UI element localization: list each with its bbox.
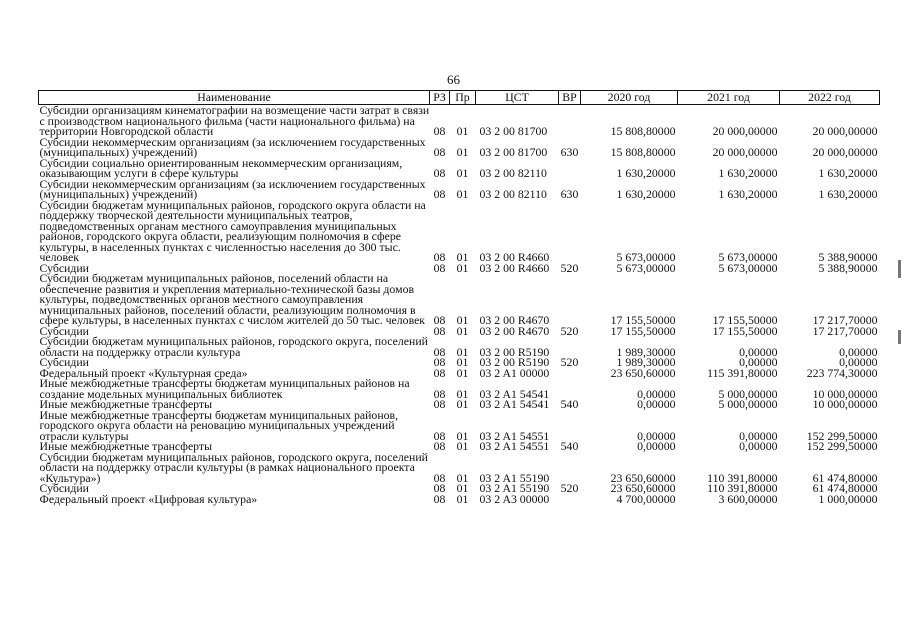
table-row <box>39 452 880 484</box>
table-row <box>39 137 880 158</box>
row-cst: 03 2 00 R4660 <box>479 260 550 275</box>
row-rz: 08 <box>433 470 446 485</box>
row-rz: 08 <box>433 323 446 338</box>
row-name: Субсидии бюджетам муниципальных районов, городского округа области на поддержку творческой деятельности муниципальных театров, подведомственных органам местного самоуправления муниципальных районов, городского округа области, реализующим полномочия в сфере культуры, в населенных пунктах с численностью населения до 300 тыс. человек <box>39 197 426 264</box>
row-2022: 17 217,70000 <box>812 323 878 338</box>
row-cst: 03 2 00 R4670 <box>479 313 550 327</box>
row-vr <box>559 410 581 442</box>
row-2020: 0,00000 <box>637 428 676 443</box>
row-rz: 08 <box>433 428 446 443</box>
row-rz: 08 <box>433 187 446 201</box>
row-rz: 08 <box>433 439 446 453</box>
row-2020: 1 989,30000 <box>616 344 676 359</box>
row-pr: 01 <box>456 145 469 159</box>
row-pr: 01 <box>456 166 469 180</box>
row-2021: 5 673,00000 <box>718 260 778 275</box>
table-row <box>39 273 880 326</box>
row-2022: 152 299,50000 <box>806 428 878 443</box>
table-row <box>39 179 880 200</box>
row-name: Субсидии бюджетам муниципальных районов, поселений области на обеспечение развития и укрепления материально-технической базы домов культуры, подведомственных органов местного самоуправления муниципальных районов, поселений области, реализующим полномочия в сфере культуры, в населенных пунктах с числом жителей до 50 тыс. человек <box>39 271 426 327</box>
row-vr <box>559 105 581 137</box>
row-pr: 01 <box>456 355 469 369</box>
row-pr: 01 <box>456 187 469 201</box>
row-cst: 03 2 A1 55190 <box>479 470 550 485</box>
row-cst: 03 2 00 R5190 <box>479 344 550 359</box>
row-pr: 01 <box>456 428 469 443</box>
row-rz: 08 <box>433 250 446 264</box>
row-cst: 03 2 A1 55190 <box>479 481 550 495</box>
row-cst: 03 2 A1 54551 <box>479 439 550 453</box>
row-name: Иные межбюджетные трансферты <box>39 439 213 453</box>
row-pr: 01 <box>456 491 469 506</box>
row-2022: 20 000,00000 <box>812 124 878 138</box>
row-vr: 520 <box>560 355 579 369</box>
row-2020: 15 808,80000 <box>610 124 676 138</box>
row-cst: 03 2 00 82110 <box>479 166 547 180</box>
table-row <box>39 410 880 442</box>
row-2022: 5 388,90000 <box>818 250 878 264</box>
row-cst: 03 2 00 R4670 <box>479 323 550 338</box>
header-name: Наименование <box>39 91 430 105</box>
table-row <box>39 105 880 137</box>
row-2020: 17 155,50000 <box>610 323 676 338</box>
row-pr: 01 <box>456 481 469 495</box>
row-vr <box>559 158 581 179</box>
row-name: Субсидии <box>39 481 89 495</box>
row-vr: 540 <box>560 397 579 411</box>
row-2020: 17 155,50000 <box>610 313 676 327</box>
row-cst: 03 2 A1 54551 <box>479 428 550 443</box>
row-2020: 0,00000 <box>637 439 676 453</box>
row-2021: 5 000,00000 <box>718 397 778 411</box>
row-2020: 5 673,00000 <box>616 250 676 264</box>
row-2021: 1 630,20000 <box>718 187 778 201</box>
row-2021: 17 155,50000 <box>712 313 778 327</box>
row-2021: 5 673,00000 <box>718 250 778 264</box>
row-name: Субсидии <box>39 260 89 275</box>
row-name: Субсидии организациям кинематографии на возмещение части затрат в связи с производством национального фильма (части национального фильма) на территории Новгородской области <box>39 103 430 138</box>
header-2021: 2021 год <box>678 91 780 105</box>
row-cst: 03 2 00 R5190 <box>479 355 550 369</box>
row-pr: 01 <box>456 365 469 380</box>
row-rz: 08 <box>433 145 446 159</box>
row-vr <box>559 452 581 484</box>
row-cst: 03 2 A1 54541 <box>479 397 550 411</box>
row-2020: 4 700,00000 <box>616 491 676 506</box>
row-rz: 08 <box>433 344 446 359</box>
budget-table <box>38 90 880 504</box>
row-vr: 540 <box>560 439 579 453</box>
row-name: Субсидии бюджетам муниципальных районов, городского округа, поселений области на поддержку отрасли культура <box>39 334 428 359</box>
row-pr: 01 <box>456 344 469 359</box>
header-pr: Пр <box>450 91 476 105</box>
row-2022: 10 000,00000 <box>812 386 878 401</box>
row-2022: 1 630,20000 <box>818 166 878 180</box>
row-pr: 01 <box>456 124 469 138</box>
row-2020: 23 650,60000 <box>610 470 676 485</box>
header-rz: РЗ <box>430 91 450 105</box>
scan-mark <box>898 260 901 278</box>
row-vr <box>559 378 581 399</box>
row-2022: 0,00000 <box>839 344 878 359</box>
row-pr: 01 <box>456 250 469 264</box>
row-name: Федеральный проект «Культурная среда» <box>39 365 248 380</box>
row-pr: 01 <box>456 439 469 453</box>
row-cst: 03 2 A1 54541 <box>479 386 550 401</box>
row-name: Субсидии социально ориентированным некоммерческим организациям, оказывающим услуги в сфере культуры <box>39 155 403 180</box>
row-cst: 03 2 00 82110 <box>479 187 547 201</box>
row-name: Субсидии некоммерческим организациям (за исключением государственных (муниципальных) учреждений) <box>39 176 426 201</box>
row-2022: 17 217,70000 <box>812 313 878 327</box>
row-2021: 5 000,00000 <box>718 386 778 401</box>
row-2021: 115 391,80000 <box>707 365 778 380</box>
row-rz: 08 <box>433 355 446 369</box>
row-2021: 0,00000 <box>739 439 778 453</box>
row-rz: 08 <box>433 313 446 327</box>
row-pr: 01 <box>456 470 469 485</box>
row-name: Субсидии бюджетам муниципальных районов, городского округа, поселений области на поддержку отрасли культуры (в рамках национального проекта «Культура») <box>39 449 428 485</box>
row-rz: 08 <box>433 124 446 138</box>
row-2020: 1 630,20000 <box>616 187 676 201</box>
table-row <box>39 158 880 179</box>
row-2021: 1 630,20000 <box>718 166 778 180</box>
row-name: Федеральный проект «Цифровая культура» <box>39 491 258 506</box>
row-2021: 20 000,00000 <box>712 124 778 138</box>
row-cst: 03 2 00 81700 <box>479 124 548 138</box>
row-vr <box>559 494 581 505</box>
row-vr <box>559 368 581 379</box>
table-body <box>39 105 880 505</box>
row-rz: 08 <box>433 481 446 495</box>
row-rz: 08 <box>433 365 446 380</box>
row-2022: 1 630,20000 <box>818 187 878 201</box>
row-2020: 23 650,60000 <box>610 365 676 380</box>
row-2020: 5 673,00000 <box>616 260 676 275</box>
row-cst: 03 2 00 R4660 <box>479 250 550 264</box>
row-name: Субсидии <box>39 355 89 369</box>
row-vr: 520 <box>560 260 579 275</box>
row-name: Иные межбюджетные трансферты бюджетам муниципальных районов на создание модельных муниципальных библиотек <box>39 376 410 401</box>
row-2021: 110 391,80000 <box>707 481 778 495</box>
row-2022: 20 000,00000 <box>812 145 878 159</box>
header-2020: 2020 год <box>581 91 678 105</box>
row-2022: 1 000,00000 <box>818 491 878 506</box>
row-2022: 61 474,80000 <box>812 470 878 485</box>
table-row <box>39 336 880 357</box>
row-pr: 01 <box>456 323 469 338</box>
header-vr: ВР <box>559 91 581 105</box>
row-2020: 1 630,20000 <box>616 166 676 180</box>
row-2021: 110 391,80000 <box>707 470 778 485</box>
page-number: 66 <box>447 72 460 87</box>
row-rz: 08 <box>433 386 446 401</box>
table-row <box>39 494 880 505</box>
row-cst: 03 2 A1 00000 <box>479 365 550 380</box>
row-name: Иные межбюджетные трансферты <box>39 397 213 411</box>
row-2022: 10 000,00000 <box>812 397 878 411</box>
table-row <box>39 378 880 399</box>
row-vr: 520 <box>560 323 579 338</box>
row-2022: 5 388,90000 <box>818 260 878 275</box>
row-vr <box>559 336 581 357</box>
row-vr: 630 <box>560 145 579 159</box>
row-2021: 17 155,50000 <box>712 323 778 338</box>
row-vr <box>559 200 581 263</box>
row-pr: 01 <box>456 260 469 275</box>
row-2020: 0,00000 <box>637 386 676 401</box>
row-name: Субсидии <box>39 323 89 338</box>
row-cst: 03 2 A3 00000 <box>479 491 550 506</box>
row-2021: 0,00000 <box>739 355 778 369</box>
row-cst: 03 2 00 81700 <box>479 145 548 159</box>
row-2020: 0,00000 <box>637 397 676 411</box>
row-2022: 61 474,80000 <box>812 481 878 495</box>
row-rz: 08 <box>433 260 446 275</box>
row-rz: 08 <box>433 397 446 411</box>
row-2022: 223 774,30000 <box>806 365 878 380</box>
row-2020: 23 650,60000 <box>610 481 676 495</box>
row-2021: 0,00000 <box>739 428 778 443</box>
table-row <box>39 200 880 263</box>
row-2020: 15 808,80000 <box>610 145 676 159</box>
row-name: Иные межбюджетные трансферты бюджетам муниципальных районов, городского округа области на реновацию муниципальных учреждений отрасли культуры <box>39 407 399 443</box>
row-pr: 01 <box>456 397 469 411</box>
row-2021: 3 600,00000 <box>718 491 778 506</box>
scan-mark <box>898 330 901 344</box>
row-name: Субсидии некоммерческим организациям (за исключением государственных (муниципальных) учреждений) <box>39 134 426 159</box>
row-pr: 01 <box>456 386 469 401</box>
row-pr: 01 <box>456 313 469 327</box>
row-2022: 0,00000 <box>839 355 878 369</box>
row-2021: 0,00000 <box>739 344 778 359</box>
row-vr <box>559 273 581 326</box>
row-rz: 08 <box>433 166 446 180</box>
row-2021: 20 000,00000 <box>712 145 778 159</box>
row-rz: 08 <box>433 491 446 506</box>
row-2020: 1 989,30000 <box>616 355 676 369</box>
row-vr: 520 <box>560 481 579 495</box>
row-vr: 630 <box>560 187 579 201</box>
header-cst: ЦСТ <box>476 91 559 105</box>
header-2022: 2022 год <box>780 91 880 105</box>
row-2022: 152 299,50000 <box>806 439 878 453</box>
